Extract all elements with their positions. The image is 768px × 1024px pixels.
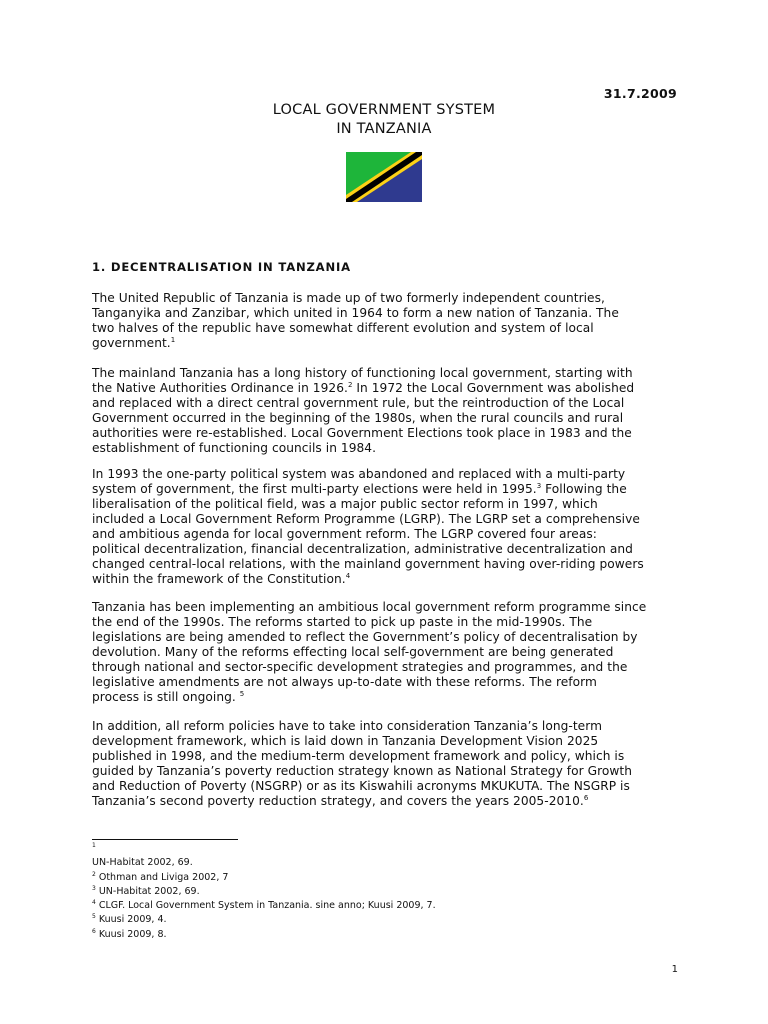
footnote-6: $^6$ Kuusi 2009, 8. — [92, 927, 167, 940]
paragraph-line: included a Local Government Reform Programme (LGRP). The LGRP set a comprehensive — [92, 512, 640, 526]
paragraph-5 — [92, 719, 692, 809]
paragraph-line: process is still ongoing. $^5$ — [92, 689, 245, 704]
paragraph-line: government.$^1$ — [92, 335, 176, 350]
footnote-ref-4[interactable]: 4 — [345, 571, 351, 580]
paragraph-line: within the framework of the Constitution.$^4$ — [92, 571, 351, 586]
document-title-line-1: LOCAL GOVERNMENT SYSTEM — [272, 102, 496, 118]
paragraph-line: system of government, the first multi-party elections were held in 1995.$^3$ Following the — [92, 481, 627, 496]
paragraph-line: and ambitious agenda for local government reform. The LGRP covered four areas: — [92, 527, 597, 541]
paragraph-2 — [92, 366, 692, 456]
paragraph-line: In addition, all reform policies have to take into consideration Tanzania’s long-term — [92, 719, 602, 733]
paragraph-line: changed central-local relations, with the mainland government having over-riding powers — [92, 557, 644, 571]
paragraph-line: The United Republic of Tanzania is made up of two formerly independent countries, — [92, 291, 605, 305]
section-heading: 1. DECENTRALISATION IN TANZANIA — [92, 260, 351, 274]
footnote-2: $^2$ Othman and Liviga 2002, 7 — [92, 870, 229, 883]
paragraph-line: devolution. Many of the reforms effecting local self-government are being generated — [92, 645, 614, 659]
paragraph-line: Tanganyika and Zanzibar, which united in 1964 to form a new nation of Tanzania. The — [92, 306, 619, 320]
footnote-ref-5[interactable]: 5 — [239, 689, 245, 698]
paragraph-line: liberalisation of the political field, was a major public sector reform in 1997, which — [92, 497, 598, 511]
paragraph-3 — [92, 467, 692, 587]
footnote-4: $^4$ CLGF. Local Government System in Tanzania. sine anno; Kuusi 2009, 7. — [92, 899, 436, 912]
paragraph-line: In 1993 the one-party political system was abandoned and replaced with a multi-party — [92, 467, 626, 481]
paragraph-line: published in 1998, and the medium-term development framework and policy, which is — [92, 749, 625, 763]
paragraph-line: development framework, which is laid down in Tanzania Development Vision 2025 — [92, 734, 599, 748]
paragraph-line: Tanzania has been implementing an ambitious local government reform programme since — [92, 600, 647, 614]
footnote-divider — [92, 839, 238, 840]
footnote-1: $^1$ UN-Habitat 2002, 69. — [92, 841, 193, 869]
paragraph-line: legislations are being amended to reflect the Government’s policy of decentralisation by — [92, 630, 638, 644]
footnote-ref-1[interactable]: 1 — [170, 335, 176, 344]
paragraph-line: through national and sector-specific development strategies and programmes, and the — [92, 660, 628, 674]
paragraph-line: the end of the 1990s. The reforms started to pick up paste in the mid-1990s. The — [92, 615, 593, 629]
paragraph-line: two halves of the republic have somewhat different evolution and system of local — [92, 321, 594, 335]
paragraph-line: establishment of functioning councils in 1984. — [92, 441, 377, 455]
paragraph-line: legislative amendments are not always up-to-date with these reforms. The reform — [92, 675, 597, 689]
paragraph-line: and replaced with a direct central government rule, but the reintroduction of the Local — [92, 396, 625, 410]
paragraph-line: Government occurred in the beginning of the 1980s, when the rural councils and rural — [92, 411, 624, 425]
document-date: 31.7.2009 — [603, 86, 677, 101]
document-title-line-2: IN TANZANIA — [336, 121, 432, 137]
paragraph-line: political decentralization, financial decentralization, administrative decentralization and — [92, 542, 633, 556]
paragraph-line: Tanzania’s second poverty reduction strategy, and covers the years 2005-2010.$^6$ — [92, 793, 589, 808]
page-number: 1 — [671, 964, 678, 975]
footnote-3: $^3$ UN-Habitat 2002, 69. — [92, 884, 200, 897]
paragraph-line: authorities were re-established. Local Government Elections took place in 1983 and the — [92, 426, 632, 440]
paragraph-1 — [92, 291, 692, 351]
footnote-ref-6[interactable]: 6 — [583, 793, 589, 802]
paragraph-line: and Reduction of Poverty (NSGRP) or as its Kiswahili acronyms MKUKUTA. The NSGRP is — [92, 779, 630, 793]
paragraph-line: The mainland Tanzania has a long history of functioning local government, starting with — [92, 366, 633, 380]
paragraph-line: guided by Tanzania’s poverty reduction strategy known as National Strategy for Growth — [92, 764, 633, 778]
paragraph-4 — [92, 600, 692, 705]
tanzania-flag-image — [346, 152, 422, 202]
footnotes — [92, 842, 652, 942]
footnote-ref-3[interactable]: 3 — [536, 481, 542, 490]
footnote-ref-2[interactable]: 2 — [347, 380, 353, 389]
paragraph-line: the Native Authorities Ordinance in 1926.$^2$ In 1972 the Local Government was abolished — [92, 380, 635, 395]
footnote-5: $^5$ Kuusi 2009, 4. — [92, 913, 167, 926]
